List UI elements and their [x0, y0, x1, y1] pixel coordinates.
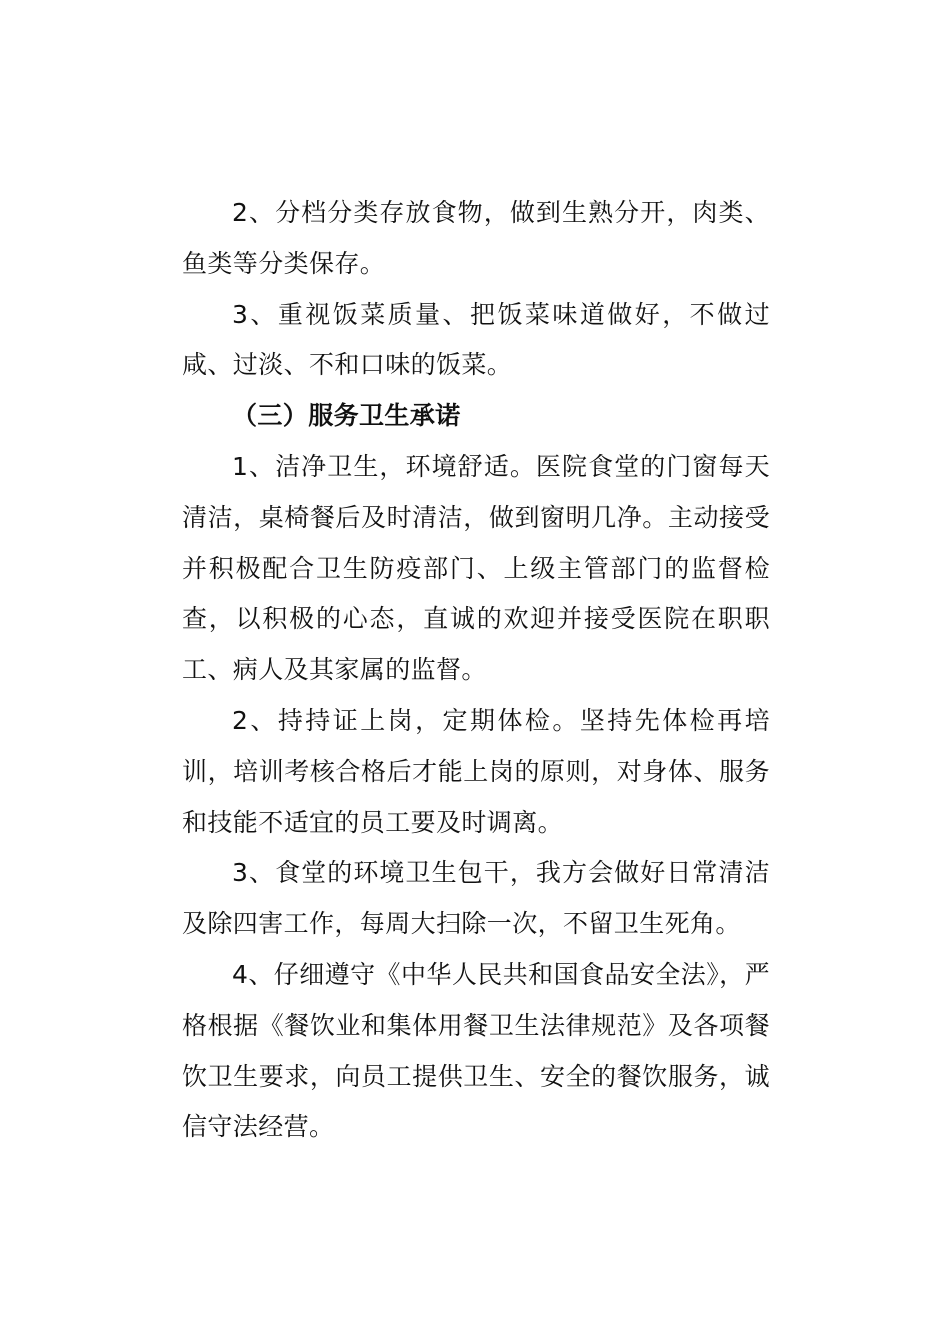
paragraph-food-safety-law: 4、仔细遵守《中华人民共和国食品安全法》，严格根据《餐饮业和集体用餐卫生法律规范》及各项餐饮卫生要求，向员工提供卫生、安全的餐饮服务，诚信守法经营。	[182, 959, 770, 1142]
document-body	[182, 188, 770, 1153]
section-heading-service-hygiene: （三）服务卫生承诺	[232, 401, 461, 431]
paragraph-certification: 2、持持证上岗，定期体检。坚持先体检再培训，培训考核合格后才能上岗的原则，对身体、服务和技能不适宜的员工要及时调离。	[182, 705, 770, 837]
paragraph-cleanliness: 1、洁净卫生，环境舒适。医院食堂的门窗每天清洁，桌椅餐后及时清洁，做到窗明几净。主动接受并积极配合卫生防疫部门、上级主管部门的监督检查，以积极的心态，直诚的欢迎并接受医院在职职工、病人及其家属的监督。	[182, 451, 770, 685]
paragraph-food-storage: 2、分档分类存放食物，做到生熟分开，肉类、鱼类等分类保存。	[182, 198, 770, 278]
paragraph-food-quality: 3、重视饭菜质量、把饭菜味道做好，不做过咸、过淡、不和口味的饭菜。	[182, 299, 770, 380]
paragraph-environment: 3、食堂的环境卫生包干，我方会做好日常清洁及除四害工作，每周大扫除一次，不留卫生死角。	[182, 858, 770, 939]
